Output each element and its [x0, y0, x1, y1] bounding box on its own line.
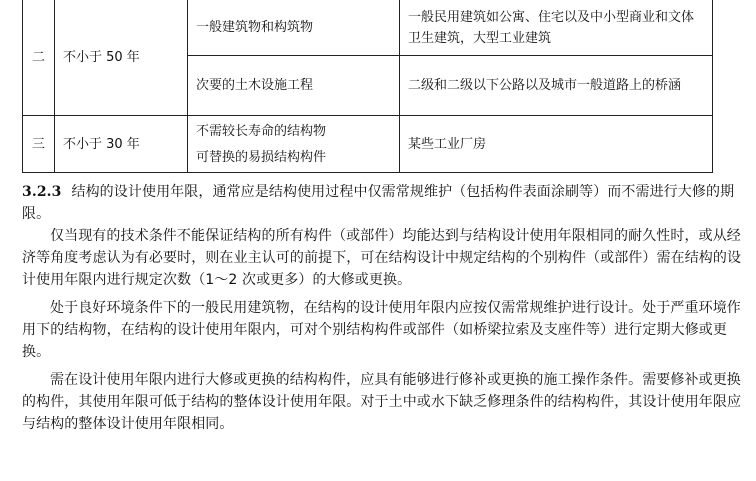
structure-line: 不需较长寿命的结构物: [196, 123, 327, 139]
service-life-table: [22, 0, 713, 173]
paragraph: 仅当现有的技术条件不能保证结构的所有构件（或部件）均能达到与结构设计使用年限相同的耐久性时，或从经济等角度考虑认为有必要时，则在业主认可的前提下，可在结构设计中规定结构的个别构件（或部件）需在结构的设计使用年限内进行规定次数（1～2 次或更多）的大修或更换。: [22, 228, 742, 288]
paragraph: 需在设计使用年限内进行大修或更换的结构构件，应具有能够进行修补或更换的施工操作条件。需要修补或更换的构件，其使用年限可低于结构的整体设计使用年限。对于土中或水下缺乏修理条件的结构构件，其设计使用年限应与结构的整体设计使用年限相同。: [22, 372, 742, 432]
table-cell-years: 不小于 30 年: [55, 116, 188, 173]
table-cell-example: 一般民用建筑如公寓、住宅以及中小型商业和文体卫生建筑，大型工业建筑: [400, 0, 713, 56]
table-cell-level: 三: [23, 116, 55, 173]
clause-paragraph: [22, 181, 746, 225]
table-cell-level: 二: [23, 0, 55, 116]
table-cell-structure: [188, 116, 400, 173]
table-cell-structure: 一般建筑物和构筑物: [188, 0, 400, 56]
table-cell-years: 不小于 50 年: [55, 0, 188, 116]
table-cell-example: 二级和二级以下公路以及城市一般道路上的桥涵: [400, 56, 713, 116]
clause-text: 结构的设计使用年限，通常应是结构使用过程中仅需常规维护（包括构件表面涂刷等）而不需进行大修的期限。: [22, 184, 735, 222]
paragraph: 处于良好环境条件下的一般民用建筑物，在结构的设计使用年限内应按仅需常规维护进行设计。处于严重环境作用下的结构物，在结构的设计使用年限内，可对个别结构构件或部件（如桥梁拉索及支座件等）进行定期大修或更换。: [22, 300, 741, 360]
clause-body: [22, 181, 746, 435]
table-cell-structure: 次要的土木设施工程: [188, 56, 400, 116]
table-row: [23, 116, 713, 173]
clause-number: 3.2.3: [22, 184, 62, 200]
table-row: [23, 0, 713, 56]
structure-line: 可替换的易损结构构件: [196, 149, 327, 165]
table-cell-example: 某些工业厂房: [400, 116, 713, 173]
